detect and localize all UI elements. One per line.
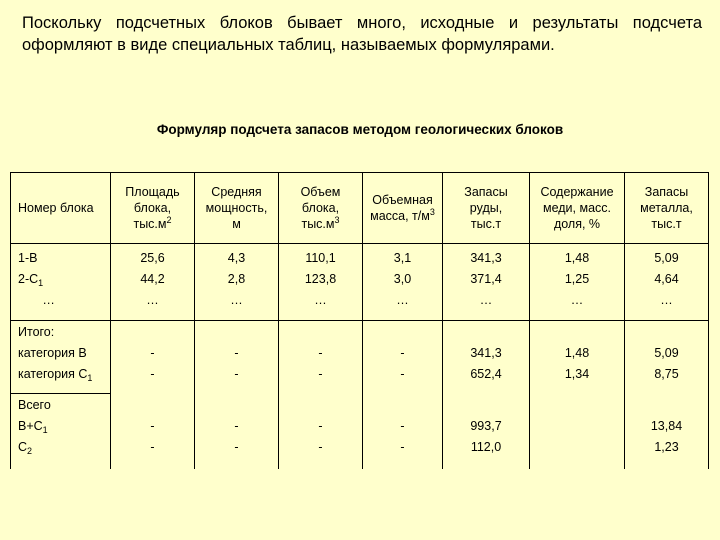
cell-metal: 5,09 8,75 bbox=[625, 321, 709, 394]
cell-volume: 110,1 123,8 … bbox=[279, 244, 363, 321]
cell-area: 25,6 44,2 … bbox=[111, 244, 195, 321]
cell-volume: - - bbox=[279, 394, 363, 470]
table-row-blocks bbox=[11, 244, 709, 321]
header-ore-reserves: Запасы руды, тыс.т bbox=[443, 173, 530, 244]
cell-density: 3,1 3,0 … bbox=[363, 244, 443, 321]
table-title: Формуляр подсчета запасов методом геологических блоков bbox=[156, 122, 564, 137]
header-row bbox=[11, 173, 709, 244]
header-block-number: Номер блока bbox=[11, 173, 111, 244]
cell-metal: 13,84 1,23 bbox=[625, 394, 709, 470]
row-label: Итого: категория В категория $С_1$ bbox=[11, 321, 111, 394]
header-metal-reserves: Запасы металла, тыс.т bbox=[625, 173, 709, 244]
cell-copper: 1,48 1,34 bbox=[530, 321, 625, 394]
intro-paragraph: Поскольку подсчетных блоков бывает много, исходные и результаты подсчета оформляют в виде специальных таблиц, называемых формулярами. bbox=[22, 14, 702, 54]
cell-thickness: 4,3 2,8 … bbox=[195, 244, 279, 321]
header-area: Площадь блока, $тыс.м^2$ bbox=[111, 173, 195, 244]
header-block-volume: Объем блока, $тыс.м^3$ bbox=[279, 173, 363, 244]
row-label: 1-В $2-С_1$ … bbox=[11, 244, 111, 321]
cell-density: - - bbox=[363, 321, 443, 394]
header-bulk-density: Объемная масса, $т/м^3$ bbox=[363, 173, 443, 244]
header-copper-content: Содержание меди, масс. доля, % bbox=[530, 173, 625, 244]
cell-ore: 993,7 112,0 bbox=[443, 394, 530, 470]
table-row-itogo bbox=[11, 321, 709, 394]
cell-thickness: - - bbox=[195, 321, 279, 394]
header-avg-thickness: Средняя мощность, м bbox=[195, 173, 279, 244]
cell-ore: 341,3 371,4 … bbox=[443, 244, 530, 321]
formulary-table bbox=[10, 172, 709, 469]
cell-ore: 341,3 652,4 bbox=[443, 321, 530, 394]
cell-metal: 5,09 4,64 … bbox=[625, 244, 709, 321]
cell-volume: - - bbox=[279, 321, 363, 394]
table-row-vsego bbox=[11, 394, 709, 470]
cell-density: - - bbox=[363, 394, 443, 470]
row-label: Всего $В+С_1$ $С_2$ bbox=[11, 394, 111, 470]
cell-thickness: - - bbox=[195, 394, 279, 470]
cell-copper bbox=[530, 394, 625, 470]
cell-area: - - bbox=[111, 394, 195, 470]
cell-area: - - bbox=[111, 321, 195, 394]
cell-copper: 1,48 1,25 … bbox=[530, 244, 625, 321]
